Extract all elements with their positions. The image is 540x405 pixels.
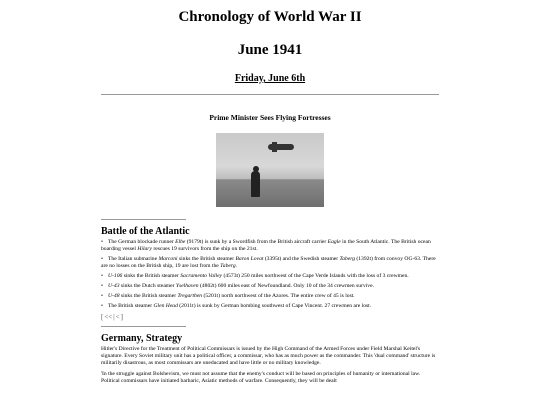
divider	[101, 94, 439, 95]
figure-shape	[251, 171, 260, 197]
atlantic-list	[101, 239, 439, 310]
section-heading-atlantic: Battle of the Atlantic	[101, 226, 190, 237]
list-item: • The British steamer Glen Head (2011t) is sunk by German bombing southwest of Cape Vincent. 27 crewmen are lost.	[101, 303, 372, 309]
bullet-icon: •	[101, 293, 103, 299]
nav-bracket-open: [	[101, 313, 104, 321]
list-item: • U-106 sinks the British steamer Sacramento Valley (4573t) 250 miles northwest of the Cape Verde Islands with the loss of 3 crewmen.	[101, 273, 409, 279]
paragraph: 'In the struggle against Bolshevism, we must not assume that the enemy's conduct will be based on principles of humanity or international law. Political commissars have initiated barbaric, Asiatic methods of warfare. Consequently, they will be dealt	[101, 371, 421, 384]
list-item: • The German blockade runner Elbe (9179t) is sunk by a Swordfish from the British aircraft carrier Eagle in the South Atlantic. The British ocean boarding vessel Hilary rescues 19 survivors from the ship on the 21st.	[101, 239, 431, 252]
nav-links	[101, 313, 439, 322]
aircraft-wing-shape	[272, 142, 277, 152]
bullet-icon: •	[101, 283, 103, 289]
page-content	[101, 0, 439, 389]
list-item: • The Italian submarine Marconi sinks the British steamer Baron Lovat (3395t) and the Swedish steamer Taberg (1392t) from convoy OG-63. There are no losses on the British ship, 19 are lost from the Taberg.	[101, 256, 436, 269]
nav-prev-link[interactable]: <	[115, 313, 120, 321]
short-divider	[101, 326, 186, 327]
photo-flying-fortress[interactable]	[216, 133, 324, 207]
section-heading-germany: Germany, Strategy	[101, 333, 183, 344]
list-item: • U-48 sinks the British steamer Tregarthen (5201t) north northwest of the Azores. The entire crew of 45 is lost.	[101, 293, 355, 299]
month-title: June 1941	[237, 42, 303, 58]
short-divider	[101, 219, 186, 220]
nav-first-link[interactable]: <<	[104, 313, 113, 321]
page-title: Chronology of World War II	[178, 9, 362, 25]
date-heading: Friday, June 6th	[234, 73, 306, 84]
paragraph: Hitler's Directive for the Treatment of Political Commissars is issued by the High Command of the Armed Forces under Field Marshal Keitel's signature. Every Soviet military unit has a political officer, a commissar, who has as much power as the commander. This 'dual command' structure is militarily disastrous, as most commissars are uneducated and have little or no military knowledge.	[101, 346, 436, 366]
bullet-icon: •	[101, 303, 103, 309]
list-item: • U-43 sinks the Dutch steamer Yselhaven (4802t) 600 miles east of Newfoundland. Only 10 of the 34 crewmen survive.	[101, 283, 374, 289]
bullet-icon: •	[101, 256, 103, 262]
nav-separator: |	[113, 313, 115, 321]
photo-caption: Prime Minister Sees Flying Fortresses	[209, 113, 331, 122]
nav-bracket-close: ]	[120, 313, 123, 321]
bullet-icon: •	[101, 239, 103, 245]
bullet-icon: •	[101, 273, 103, 279]
